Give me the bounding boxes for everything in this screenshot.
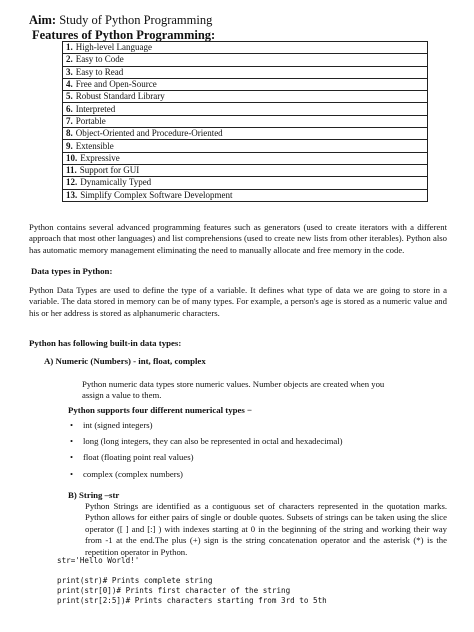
code-line: str='Hello World!' <box>57 556 140 565</box>
table-row <box>63 42 428 54</box>
feature-text: Expressive <box>80 152 120 163</box>
feature-text: Object-Oriented and Procedure-Oriented <box>75 128 223 139</box>
feature-cell <box>63 103 428 115</box>
table-row <box>63 140 428 152</box>
list-item <box>70 468 343 484</box>
table-row <box>63 54 428 66</box>
list-item-text: complex (complex numbers) <box>83 468 183 479</box>
feature-text: Portable <box>75 115 106 126</box>
list-item-text: float (floating point real values) <box>83 452 194 463</box>
feature-text: High-level Language <box>75 42 152 53</box>
feature-text: Easy to Code <box>75 54 124 65</box>
feature-text: Free and Open-Source <box>75 79 157 90</box>
feature-cell <box>63 128 428 140</box>
feature-number: 6. <box>66 103 73 114</box>
feature-number: 12. <box>66 177 78 188</box>
list-item-text: int (signed integers) <box>83 420 153 430</box>
feature-number: 9. <box>66 140 73 151</box>
table-row <box>63 78 428 90</box>
feature-cell <box>63 42 428 54</box>
table-row <box>63 177 428 189</box>
bullet-icon: • <box>70 436 74 447</box>
feature-text: Dynamically Typed <box>80 177 152 188</box>
feature-cell <box>63 66 428 78</box>
feature-cell <box>63 140 428 152</box>
feature-number: 13. <box>66 189 78 200</box>
list-item <box>70 435 343 451</box>
feature-number: 2. <box>66 54 73 65</box>
data-types-heading: Data types in Python: <box>31 266 113 276</box>
table-row <box>63 128 428 140</box>
bullet-icon: • <box>70 420 74 430</box>
numeric-paragraph: Python numeric data types store numeric values. Number objects are created when you assign a value to them. <box>82 379 385 401</box>
feature-number: 1. <box>66 42 73 53</box>
feature-cell <box>63 54 428 66</box>
data-types-paragraph: Python Data Types are used to define the type of a variable. It defines what type of data we are going to store in a variable. The data stored in memory can be of many types. For example, a person's age is stored as a numeric value and his or her address is stored as alphanumeric characters. <box>29 285 447 318</box>
list-item-text: long (long integers, they can also be represented in octal and hexadecimal) <box>83 436 343 447</box>
aim-label: Aim: <box>29 13 57 27</box>
feature-number: 5. <box>66 91 73 102</box>
feature-number: 8. <box>66 128 73 139</box>
feature-text: Easy to Read <box>75 66 124 77</box>
feature-text: Robust Standard Library <box>75 91 165 102</box>
table-row <box>63 91 428 103</box>
feature-cell <box>63 164 428 176</box>
feature-cell <box>63 189 428 201</box>
numeric-types-heading: Python supports four different numerical types − <box>68 405 253 415</box>
feature-text: Support for GUI <box>79 165 140 176</box>
features-table <box>62 41 428 202</box>
aim-text: Study of Python Programming <box>59 13 213 27</box>
feature-cell <box>63 91 428 103</box>
string-heading: B) String –str <box>68 490 120 500</box>
string-paragraph: Python Strings are identified as a contiguous set of characters represented in the quotation marks. Python allows for either pairs of single or double quotes. Subsets of strings can be taken using the slice operator ([ ] and [:] ) with indexes starting at 0 in the beginning of the string and working their way from -1 at the end.The plus (+) sign is the string concatenation operator and the asterisk (*) is the repetition operator in Python. <box>85 501 447 557</box>
numeric-heading: A) Numeric (Numbers) - int, float, complex <box>44 356 206 366</box>
table-row <box>63 115 428 127</box>
feature-number: 4. <box>66 79 73 90</box>
feature-cell <box>63 115 428 127</box>
feature-text: Extensible <box>75 140 114 151</box>
bullet-icon: • <box>70 468 74 479</box>
feature-cell <box>63 177 428 189</box>
code-line: print(str)# Prints complete string <box>57 576 213 585</box>
table-row <box>63 164 428 176</box>
feature-cell <box>63 152 428 164</box>
numeric-types-list <box>70 419 343 484</box>
aim-line <box>29 13 212 28</box>
table-row <box>63 189 428 201</box>
intro-paragraph: Python contains several advanced programming features such as generators (used to create iterators with a different approach that most other languages) and list comprehensions (used to create new lists from other iterables). Python also has automatic memory management eliminating the need to manually allocate and free memory in the code. <box>29 222 447 255</box>
feature-number: 7. <box>66 115 73 126</box>
table-row <box>63 152 428 164</box>
bullet-icon: • <box>70 452 74 463</box>
feature-number: 3. <box>66 66 73 77</box>
feature-cell <box>63 78 428 90</box>
features-title: Features of Python Programming: <box>32 28 216 42</box>
list-item <box>70 419 343 435</box>
feature-number: 10. <box>66 152 78 163</box>
table-row <box>63 66 428 78</box>
code-line: print(str[0])# Prints first character of the string <box>57 586 291 595</box>
feature-text: Interpreted <box>75 103 116 114</box>
feature-text: Simplify Complex Software Development <box>80 189 233 200</box>
builtin-types-heading: Python has following built-in data types: <box>29 338 182 348</box>
table-row <box>63 103 428 115</box>
code-line: print(str[2:5])# Prints characters starting from 3rd to 5th <box>57 596 327 605</box>
feature-number: 11. <box>66 165 77 176</box>
list-item <box>70 451 343 467</box>
